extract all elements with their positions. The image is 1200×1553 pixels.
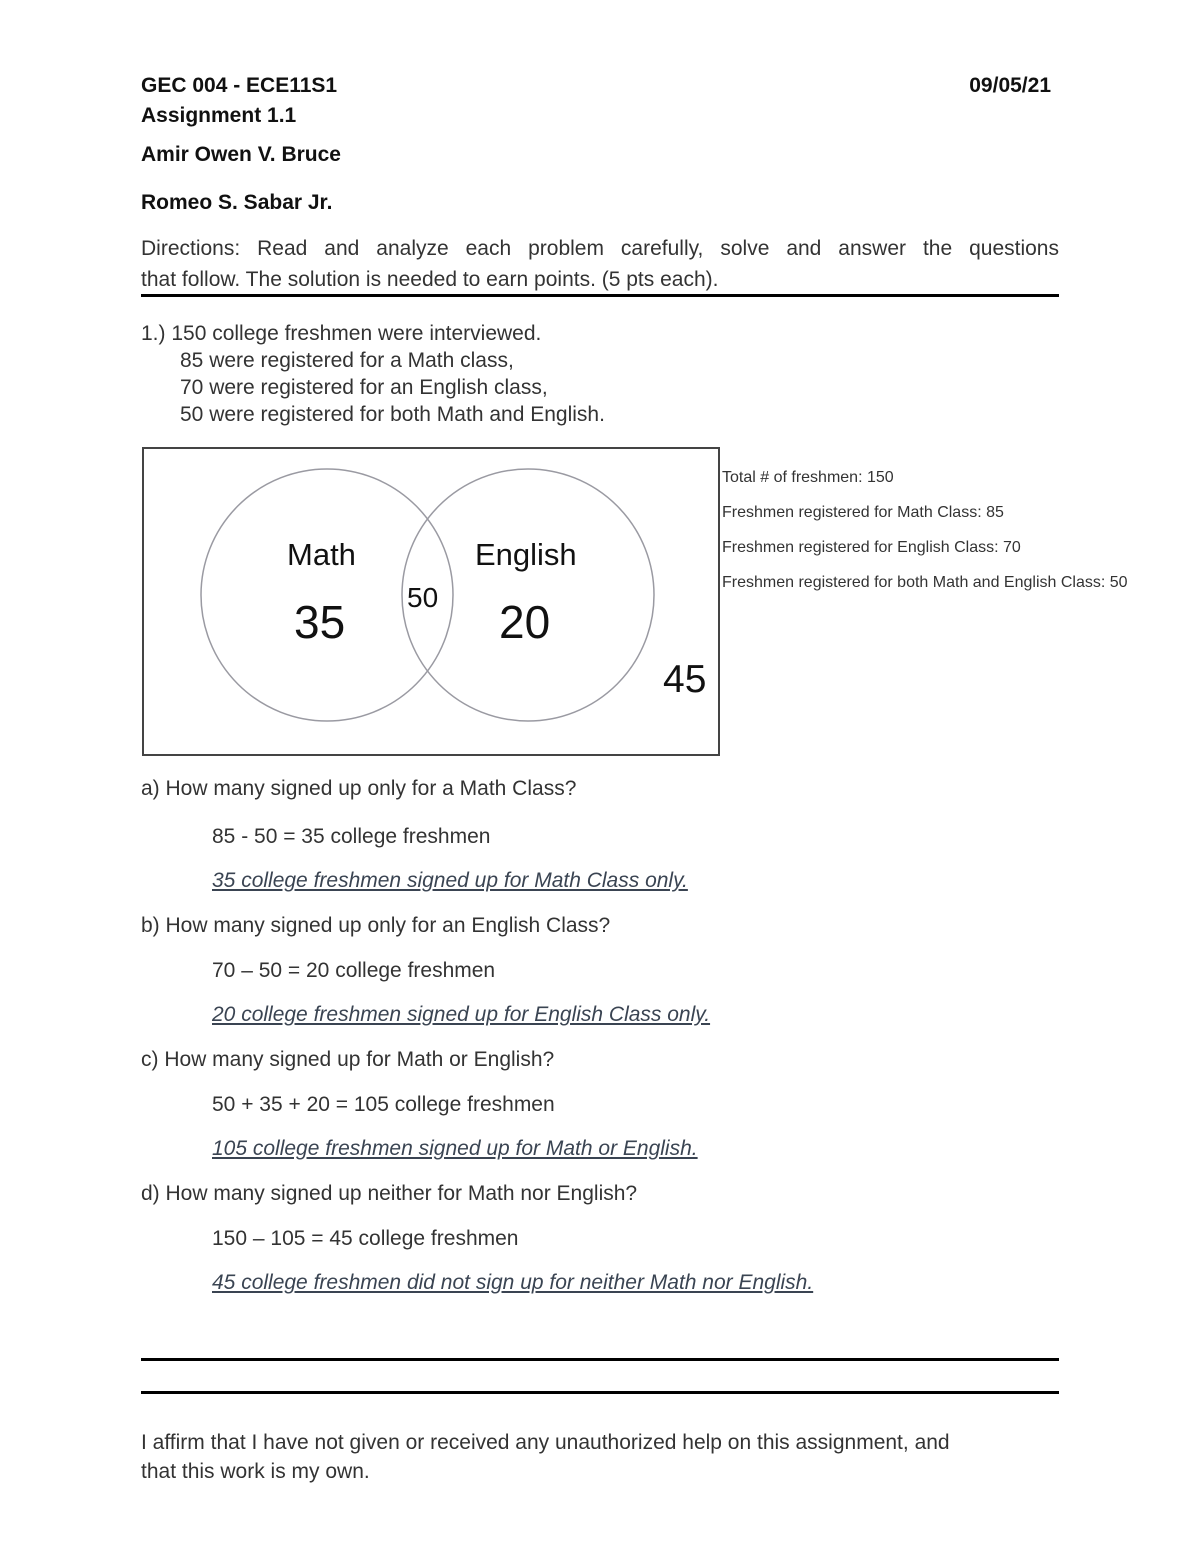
english-label: English [475,537,577,572]
question-d: d) How many signed up neither for Math nor English? [141,1182,638,1205]
directions-line-2: that follow. The solution is needed to earn points. (5 pts each). [141,268,719,291]
question-a: a) How many signed up only for a Math Class? [141,777,577,800]
problem-intro: 1.) 150 college freshmen were interviewed. [141,322,542,345]
directions-line-1: Directions: Read and analyze each problem carefully, solve and answer the questions [141,237,1059,260]
footer-divider-2 [141,1391,1059,1394]
legend-english: Freshmen registered for English Class: 70 [722,539,1021,556]
both-value: 50 [407,582,439,613]
legend-math: Freshmen registered for Math Class: 85 [722,504,1004,521]
directions-divider [141,294,1059,297]
answer-c: 105 college freshmen signed up for Math or English. [212,1137,698,1160]
english-only-value: 20 [499,596,551,648]
affirmation-line-2: that this work is my own. [141,1460,370,1483]
legend-both: Freshmen registered for both Math and English Class: 50 [722,574,1128,591]
question-c: c) How many signed up for Math or English? [141,1048,555,1071]
calc-b: 70 – 50 = 20 college freshmen [212,959,496,982]
student-name-2: Romeo S. Sabar Jr. [141,191,333,214]
venn-diagram [142,447,720,756]
answer-d: 45 college freshmen did not sign up for neither Math nor English. [212,1271,814,1294]
affirmation-line-1: I affirm that I have not given or received any unauthorized help on this assignment, and [141,1431,950,1454]
calc-c: 50 + 35 + 20 = 105 college freshmen [212,1093,555,1116]
calc-a: 85 - 50 = 35 college freshmen [212,825,491,848]
course-code: GEC 004 - ECE11S1 [141,74,338,97]
footer-divider-1 [141,1358,1059,1361]
neither-value: 45 [663,658,707,701]
math-only-value: 35 [294,596,346,648]
assignment-date: 09/05/21 [969,74,1051,97]
problem-line: 50 were registered for both Math and English. [180,403,605,426]
calc-d: 150 – 105 = 45 college freshmen [212,1227,519,1250]
answer-b: 20 college freshmen signed up for English Class only. [212,1003,711,1026]
legend-total: Total # of freshmen: 150 [722,469,894,486]
question-b: b) How many signed up only for an English Class? [141,914,611,937]
problem-line: 70 were registered for an English class, [180,376,548,399]
student-name-1: Amir Owen V. Bruce [141,143,341,166]
answer-a: 35 college freshmen signed up for Math Class only. [212,869,688,892]
assignment-title: Assignment 1.1 [141,104,297,127]
math-label: Math [287,537,356,572]
problem-line: 85 were registered for a Math class, [180,349,514,372]
